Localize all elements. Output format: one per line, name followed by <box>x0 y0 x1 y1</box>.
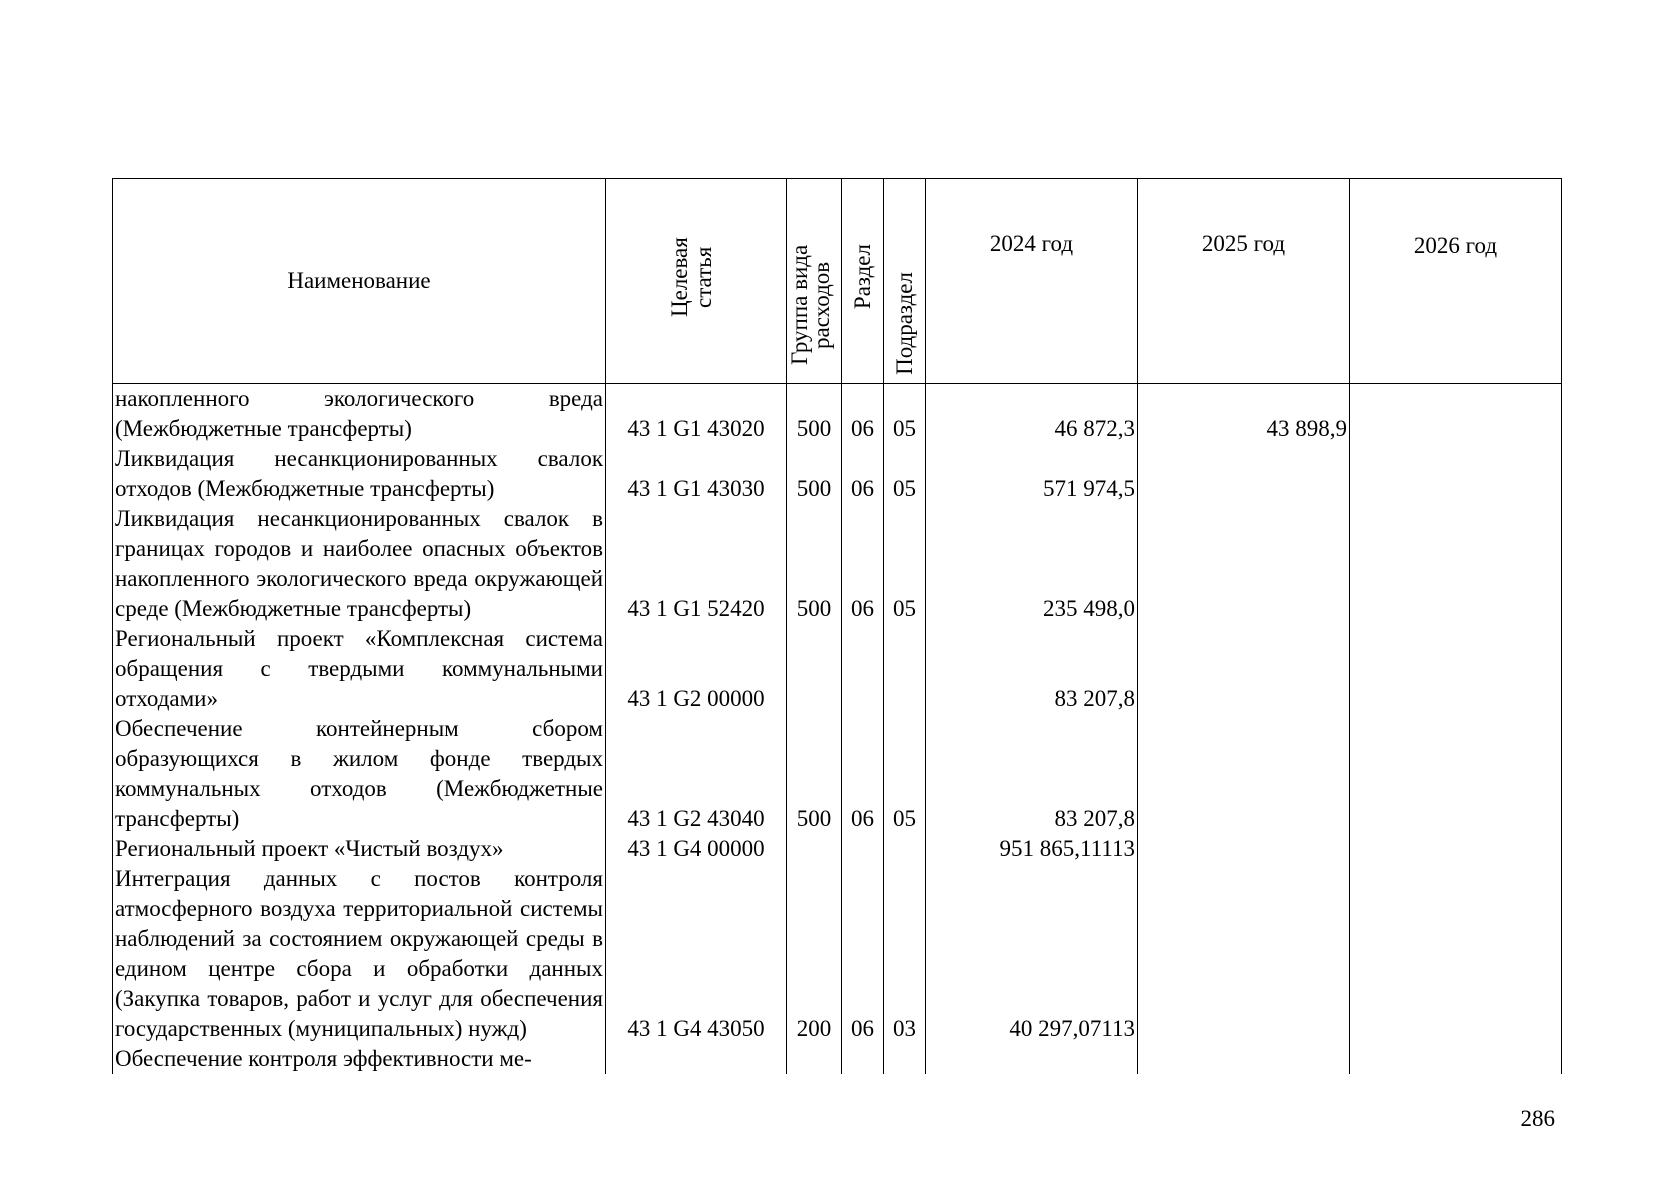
row-expense-group <box>787 1044 842 1074</box>
row-subsection: 05 <box>884 504 926 624</box>
table-row <box>113 1044 1562 1074</box>
table-row <box>113 834 1562 864</box>
row-2026 <box>1350 504 1562 624</box>
row-2025 <box>1138 624 1350 714</box>
row-name: Обеспечение контейнерным сбором образующихся в жилом фонде твердых коммунальных отходов (Межбюджетные трансферты) <box>113 714 606 834</box>
row-target-article: 43 1 G1 43020 <box>606 384 787 445</box>
row-name: Ликвидация несанкционированных свалок в границах городов и наиболее опасных объектов накопленного экологического вреда окружающей среде (Межбюджетные трансферты) <box>113 504 606 624</box>
row-2026 <box>1350 834 1562 864</box>
row-section: 06 <box>842 864 884 1044</box>
row-2024: 571 974,5 <box>926 444 1138 504</box>
row-section: 06 <box>842 444 884 504</box>
row-section: 06 <box>842 714 884 834</box>
row-section: 06 <box>842 384 884 445</box>
row-target-article: 43 1 G1 52420 <box>606 504 787 624</box>
row-expense-group: 500 <box>787 384 842 445</box>
row-2024: 46 872,3 <box>926 384 1138 445</box>
row-2025 <box>1138 1044 1350 1074</box>
table-row <box>113 444 1562 504</box>
row-2025: 43 898,9 <box>1138 384 1350 445</box>
row-2026 <box>1350 714 1562 834</box>
row-subsection: 05 <box>884 384 926 445</box>
row-name: Региональный проект «Комплексная система обращения с твердыми коммунальными отходами» <box>113 624 606 714</box>
header-section: Раздел <box>842 179 884 384</box>
row-expense-group: 500 <box>787 504 842 624</box>
row-2024: 40 297,07113 <box>926 864 1138 1044</box>
row-2025 <box>1138 864 1350 1044</box>
row-name: Интеграция данных с постов контроля атмосферного воздуха территориальной системы наблюдений за состоянием окружающей среды в едином центре сбора и обработки данных (Закупка товаров, работ и услуг для обеспечения государственных (муниципальных) нужд) <box>113 864 606 1044</box>
row-section: 06 <box>842 504 884 624</box>
table-row <box>113 864 1562 1044</box>
row-2025 <box>1138 714 1350 834</box>
row-2026 <box>1350 384 1562 445</box>
row-subsection: 05 <box>884 714 926 834</box>
row-section <box>842 624 884 714</box>
table-header <box>113 179 1562 384</box>
row-name: Обеспечение контроля эффективности ме- <box>113 1044 606 1074</box>
row-2025 <box>1138 834 1350 864</box>
header-expense-group: Группа вида расходов <box>787 179 842 384</box>
row-target-article: 43 1 G4 00000 <box>606 834 787 864</box>
page-number: 286 <box>1520 1106 1555 1131</box>
row-target-article: 43 1 G1 43030 <box>606 444 787 504</box>
header-name: Наименование <box>113 179 606 384</box>
header-2025: 2025 год <box>1138 179 1350 384</box>
row-subsection <box>884 1044 926 1074</box>
row-2026 <box>1350 864 1562 1044</box>
row-target-article: 43 1 G4 43050 <box>606 864 787 1044</box>
row-name: Региональный проект «Чистый воздух» <box>113 834 606 864</box>
row-target-article: 43 1 G2 00000 <box>606 624 787 714</box>
row-subsection: 03 <box>884 864 926 1044</box>
row-expense-group <box>787 624 842 714</box>
row-2024: 951 865,11113 <box>926 834 1138 864</box>
row-2025 <box>1138 444 1350 504</box>
row-2024: 83 207,8 <box>926 714 1138 834</box>
budget-table <box>112 178 1562 1074</box>
header-2026: 2026 год <box>1350 179 1562 384</box>
table-row <box>113 624 1562 714</box>
table-row <box>113 384 1562 445</box>
row-name: накопленного экологического вреда (Межбюджетные трансферты) <box>113 384 606 445</box>
row-expense-group: 500 <box>787 444 842 504</box>
row-2025 <box>1138 504 1350 624</box>
row-expense-group <box>787 834 842 864</box>
table-row <box>113 714 1562 834</box>
row-section <box>842 834 884 864</box>
table-body <box>113 384 1562 1075</box>
table-row <box>113 504 1562 624</box>
row-section <box>842 1044 884 1074</box>
row-2024 <box>926 1044 1138 1074</box>
row-expense-group: 500 <box>787 714 842 834</box>
row-2024: 83 207,8 <box>926 624 1138 714</box>
header-target-article: Целевая статья <box>606 179 787 384</box>
header-subsection: Подраздел <box>884 179 926 384</box>
row-subsection <box>884 834 926 864</box>
row-2024: 235 498,0 <box>926 504 1138 624</box>
row-target-article <box>606 1044 787 1074</box>
row-target-article: 43 1 G2 43040 <box>606 714 787 834</box>
row-2026 <box>1350 1044 1562 1074</box>
row-subsection: 05 <box>884 444 926 504</box>
header-2024: 2024 год <box>926 179 1138 384</box>
row-name: Ликвидация несанкционированных свалок отходов (Межбюджетные трансферты) <box>113 444 606 504</box>
row-2026 <box>1350 444 1562 504</box>
row-subsection <box>884 624 926 714</box>
row-2026 <box>1350 624 1562 714</box>
row-expense-group: 200 <box>787 864 842 1044</box>
